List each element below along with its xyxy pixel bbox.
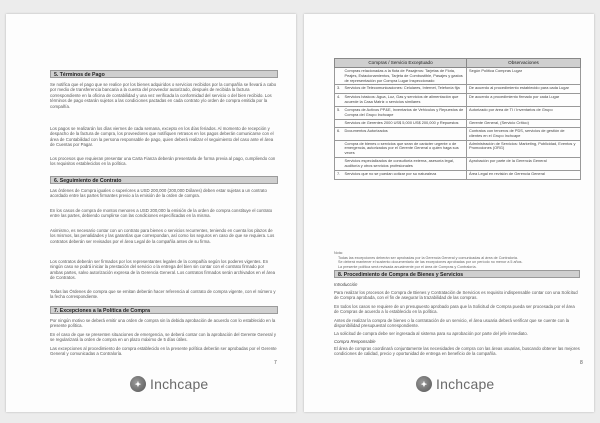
section-6-paragraph-2: En los casos de compra de montos menores a USD 200,000 la emisión de la orden de compra constituye el contrato entre las partes, debiendo cumplirse con las condiciones especificadas en la misma. <box>50 208 273 219</box>
row-number: 7. <box>335 170 343 179</box>
exceptions-table <box>334 58 581 180</box>
section-8-heading: 8. Procedimiento de Compra de Bienes y Servicios <box>334 270 580 278</box>
left-page <box>6 14 296 412</box>
row-number <box>335 140 343 157</box>
table-header-observations: Observaciones <box>467 59 581 68</box>
row-observation-cell: Contratos con terceros de PDS, servicios de gestión de clientes en el Grupo Inchcape <box>467 127 581 140</box>
row-observation-cell: Gerente General, (Servicio Crítico) <box>467 119 581 127</box>
inchcape-logo-text: Inchcape <box>436 376 495 392</box>
note-item: Se deberá mantener el sustento documentario de las excepciones aprobadas por un período no menor a 5 años. <box>338 260 523 265</box>
section-8-subheading-intro: Introducción <box>334 282 358 287</box>
row-observation-cell: Aprobación por parte de la Gerencia General <box>467 157 581 170</box>
section-6-paragraph-4: Los contratos deberán ser firmados por los representantes legales de la compañía según los poderes vigentes. En ningún caso se podrá iniciar la prestación del servicio o la entrega del bien sin contar con el contrato firmado por ambas partes, salvo autorización expresa de la Gerencia General. Los contratos firmados serán archivados en el área de Contratos. <box>50 259 275 281</box>
section-8-paragraph-3: Antes de realizar la compra de bienes o la contratación de un servicio, el área usuaria deberá verificar que se cuente con la disponibilidad presupuestal correspondiente. <box>334 318 570 329</box>
row-observation-cell: Área Legal en revisión de Gerencia General <box>467 170 581 179</box>
section-6-paragraph-3: Asimismo, es necesario contar con un contrato para bienes o servicios recurrentes, teniendo en cuenta los plazos de los mismos, las penalidades y las garantías que correspondan, así como los seguros en caso de que se requiera. Los contratos deberán ser revisados por el área Legal de la compañía antes de su firma. <box>50 228 275 244</box>
row-observation-cell: De acuerdo a procedimiento firmado por cada Lugar <box>467 94 581 107</box>
section-5-paragraph-1: Se notifica que el pago que se realice por los bienes adquiridos o servicios recibidos por la compañía se llevará a cabo por medio de transferencia bancaria a la cuenta del proveedor autorizado, después de recibida la factura correspondiente en la oficina de contabilidad y una vez verificada la conformidad del servicio o del bien recibido. Los términos de pago estarán sujetos a las condiciones pactadas en cada contrato y/o orden de compra emitida por la compañía. <box>50 82 277 109</box>
inchcape-logo <box>416 376 494 392</box>
row-number: 4. <box>335 94 343 107</box>
table-row <box>335 157 581 170</box>
section-7-heading: 7. Excepciones a la Política de Compra <box>50 306 278 314</box>
section-8-paragraph-2: En todos los casos se requiere de un presupuesto aprobado para que la Solicitud de Compra pueda ser procesada por el área de Compras de acuerdo a lo establecido en la política. <box>334 304 575 315</box>
row-purchase-cell: Compras relacionadas a la flota de Pasajeros: Tarjetas de Flota, Peajes, Estacionamientos, Tarjeta de Combustible, Pasajes y gastos de representación por Compra Lugar Inspeccionado <box>343 68 467 85</box>
table-header-purchase: Compras / Servicio Exceptuado <box>335 59 467 68</box>
table-row <box>335 85 581 94</box>
row-purchase-cell: Servicios especializados de consultoría externa, asesoría legal, auditoría y otros servicios profesionales <box>343 157 467 170</box>
row-purchase-cell: Servicios básicos: Agua, Luz, Gas y servicios de alimentación que acuerde la Casa Matriz o servicios similares <box>343 94 467 107</box>
section-6-paragraph-5: Todas las Órdenes de compra que se emitan deberán hacer referencia al contrato de compra vigente, con el número y la fecha correspondiente. <box>50 289 276 300</box>
section-5-paragraph-2: Los pagos se realizarán los días viernes de cada semana, excepto en los días feriados. Al momento de recepción y despacho de la factura de compra, los proveedores que notifiquen retrasos en los pagos deberán comunicarse con el área de Contabilidad con la persona responsable de pago, quien deberá realizar el seguimiento del caso ante el área de Cuentas por Pagar. <box>50 126 274 148</box>
table-row <box>335 119 581 127</box>
row-observation-cell: De acuerdo al procedimiento establecido para cada Lugar <box>467 85 581 94</box>
row-number: 6. <box>335 127 343 140</box>
table-row <box>335 140 581 157</box>
row-purchase-cell: Compra de bienes o servicios que sean de carácter urgente o de emergencia, autorizados por el Gerente General o quien haga sus veces <box>343 140 467 157</box>
section-6-paragraph-1: Las órdenes de Compra iguales o superiores a USD 200,000 (200,000 Dólares) deben estar sujetas a un contrato acordado entre las partes firmantes previo a la emisión de la orden de compra. <box>50 188 267 199</box>
section-7-paragraph-2: En el caso de que se presenten situaciones de emergencia, se deberá contar con la aprobación del Gerente General y se regularizará la orden de compra en un plazo máximo de 5 días útiles. <box>50 332 276 343</box>
section-8-subheading-responsible: Compra Responsable <box>334 339 376 344</box>
table-row <box>335 107 581 120</box>
table-notes <box>334 251 580 269</box>
row-purchase-cell: Documentos Autorizados <box>343 127 467 140</box>
row-number <box>335 119 343 127</box>
note-item: Todas las excepciones deberán ser aprobadas por la Gerencia General y comunicadas al área de Contraloría. <box>338 255 518 260</box>
page-number: 7 <box>274 360 277 366</box>
inchcape-logo-icon: ✦ <box>130 376 146 392</box>
note-item: La presente política será revisada anualmente por el área de Compras y Contraloría. <box>338 264 477 269</box>
section-6-heading: 6. Seguimiento de Contrato <box>50 176 278 184</box>
row-observation-cell: Administración de Servicios: Marketing, Publicidad, Eventos y Promociones (ORG) <box>467 140 581 157</box>
row-purchase-cell: Servicios de Telecomunicaciones: Celulares, Internet, Telefonía fija <box>343 85 467 94</box>
section-5-paragraph-3: Los procesos que requieran presentar una Carta Fianza deberán presentarla de forma previa al pago, cumpliendo con los requisitos establecidos en la política. <box>50 156 276 167</box>
page-number: 8 <box>580 360 583 366</box>
section-7-paragraph-1: Por ningún motivo se deberá emitir una orden de compra sin la debida aprobación de acuerdo con lo establecido en la presente política. <box>50 318 276 329</box>
table-row <box>335 127 581 140</box>
section-7-paragraph-3: Las excepciones al procedimiento de compra establecido en la presente política deberán ser aprobadas por el Gerente General y comunicadas a Contraloría. <box>50 346 277 357</box>
right-page <box>304 14 594 412</box>
notes-label: Nota: <box>334 251 343 255</box>
row-number: 3. <box>335 85 343 94</box>
section-8-paragraph-1: Para realizar los procesos de Compra de Bienes y Contratación de Servicios es requisito indispensable contar con una Solicitud de Compra aprobada, con el fin de asegurar la trazabilidad de las compras. <box>334 290 578 301</box>
row-observation-cell: Según Política Compras Lugar <box>467 68 581 85</box>
section-5-heading: 5. Términos de Pago <box>50 70 278 78</box>
row-observation-cell: Autorizado por área de TI / Inventarios de Grupo <box>467 107 581 120</box>
row-purchase-cell: Servicios de Gerentes 2000 US$ 5,000 US$ 200,000 y Repuestos <box>343 119 467 127</box>
row-number <box>335 157 343 170</box>
inchcape-logo-icon: ✦ <box>416 376 432 392</box>
inchcape-logo-text: Inchcape <box>150 376 209 392</box>
table-row <box>335 94 581 107</box>
row-number: 5. <box>335 107 343 120</box>
inchcape-logo <box>130 376 208 392</box>
row-number <box>335 68 343 85</box>
table-row <box>335 170 581 179</box>
section-8-paragraph-5: El área de compras coordinará conjuntamente las necesidades de compra con las áreas usuarias, buscando obtener las mejores condiciones de calidad, precio y oportunidad de entrega en beneficio de la compañía. <box>334 346 580 357</box>
section-8-paragraph-4: La solicitud de compra debe ser ingresada al sistema para su aprobación por parte del jefe inmediato. <box>334 331 528 336</box>
row-purchase-cell: Compras de Activos PP&E, Inventarios de Vehículos y Repuestos de Compra del Grupo Inchcape <box>343 107 467 120</box>
table-row <box>335 68 581 85</box>
row-purchase-cell: Servicios que no se puedan cotizar por su naturaleza <box>343 170 467 179</box>
